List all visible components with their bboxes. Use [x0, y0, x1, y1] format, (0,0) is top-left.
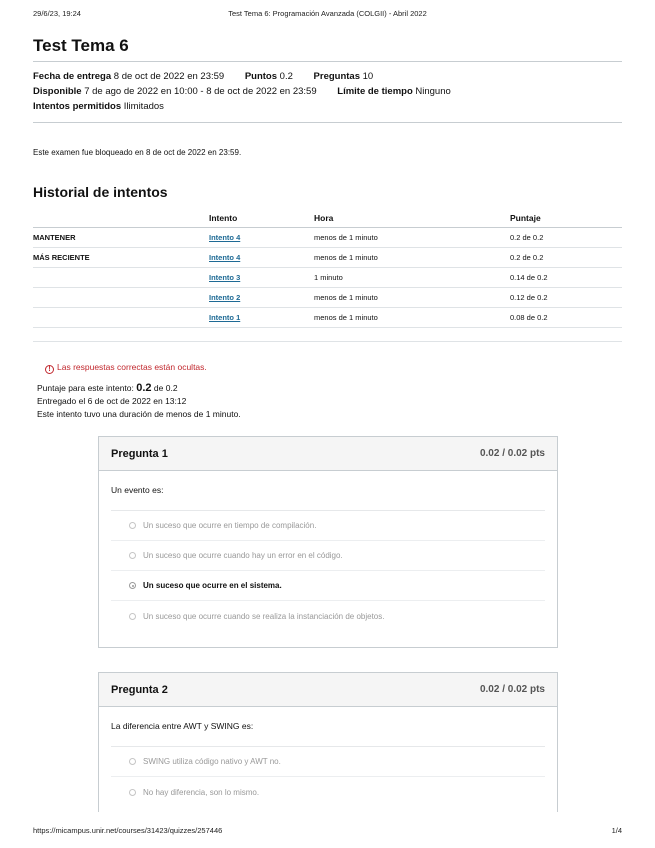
attempt-link[interactable]: Intento 2	[209, 292, 241, 302]
radio-icon[interactable]	[129, 552, 136, 559]
row-label	[33, 307, 209, 327]
attempt-time: menos de 1 minuto	[314, 247, 510, 267]
attempt-score: 0.08 de 0.2	[510, 307, 622, 327]
print-date: 29/6/23, 19:24	[33, 9, 81, 18]
row-label	[33, 287, 209, 307]
question-header	[99, 437, 557, 471]
question-text: Un evento es:	[111, 471, 545, 511]
attempt-time: menos de 1 minuto	[314, 287, 510, 307]
answer-text: Un suceso que ocurre cuando se realiza la instanciación de objetos.	[143, 611, 385, 621]
answer-text: Un suceso que ocurre cuando hay un error en el código.	[143, 551, 343, 560]
print-url: https://micampus.unir.net/courses/31423/quizzes/257446	[33, 826, 223, 835]
table-row	[33, 227, 622, 247]
attempt-link[interactable]: Intento 4	[209, 232, 241, 242]
availability: Disponible 7 de ago de 2022 en 10:00 - 8 de oct de 2022 en 23:59	[33, 86, 317, 97]
question-points: 0.02 / 0.02 pts	[479, 684, 545, 695]
row-label: MANTENER	[33, 227, 209, 247]
attempt-score: 0.2 de 0.2	[510, 247, 622, 267]
attempt-link[interactable]: Intento 3	[209, 272, 241, 282]
table-row	[33, 267, 622, 287]
question-count: Preguntas 10	[313, 71, 374, 82]
column-header: Hora	[314, 209, 510, 227]
answer-option[interactable]	[111, 541, 545, 571]
history-title: Historial de intentos	[33, 184, 168, 200]
row-label	[33, 267, 209, 287]
attempt-info	[37, 382, 241, 421]
hidden-answers-notice: ! Las respuestas correctas están ocultas.	[45, 362, 207, 374]
question-title: Pregunta 1	[111, 448, 168, 460]
attempt-time: menos de 1 minuto	[314, 227, 510, 247]
answer-option[interactable]	[111, 511, 545, 541]
table-row	[33, 287, 622, 307]
attempt-link[interactable]: Intento 4	[209, 252, 241, 262]
row-label: MÁS RECIENTE	[33, 247, 209, 267]
answer-option[interactable]	[111, 777, 545, 807]
lock-note: Este examen fue bloqueado en 8 de oct de 2022 en 23:59.	[33, 148, 242, 157]
answer-option-selected[interactable]	[111, 571, 545, 601]
points: Puntos 0.2	[244, 71, 293, 82]
question-header	[99, 673, 557, 707]
due-date: Fecha de entrega 8 de oct de 2022 en 23:59	[33, 71, 225, 82]
answer-option[interactable]	[111, 601, 545, 631]
print-header	[33, 9, 622, 21]
answer-text: Un suceso que ocurre en el sistema.	[143, 581, 282, 590]
column-header: Intento	[209, 209, 314, 227]
question-text: La diferencia entre AWT y SWING es:	[111, 707, 545, 747]
column-header	[33, 209, 209, 227]
quiz-details	[33, 61, 622, 123]
table-row	[33, 307, 622, 327]
attempt-score-line: Puntaje para este intento: 0.2 de 0.2	[37, 382, 178, 394]
answer-text: Un suceso que ocurre en tiempo de compilación.	[143, 521, 317, 530]
page-number: 1/4	[611, 826, 622, 835]
attempt-history-table	[33, 209, 622, 342]
radio-selected-icon[interactable]	[129, 582, 136, 589]
answer-option[interactable]	[111, 747, 545, 777]
duration-line: Este intento tuvo una duración de menos de 1 minuto.	[37, 409, 241, 419]
question-title: Pregunta 2	[111, 684, 168, 696]
table-spacer-row	[33, 327, 622, 341]
print-doc-title: Test Tema 6: Programación Avanzada (COLGII) - Abril 2022	[228, 9, 427, 18]
radio-icon[interactable]	[129, 758, 136, 765]
attempt-score: 0.14 de 0.2	[510, 267, 622, 287]
warning-icon: !	[45, 365, 54, 374]
question-card	[98, 672, 558, 812]
allowed-attempts: Intentos permitidos Ilimitados	[33, 101, 164, 112]
attempt-score: 0.12 de 0.2	[510, 287, 622, 307]
submitted-line: Entregado el 6 de oct de 2022 en 13:12	[37, 396, 187, 406]
time-limit: Límite de tiempo Ninguno	[337, 86, 451, 97]
radio-icon[interactable]	[129, 613, 136, 620]
attempt-time: menos de 1 minuto	[314, 307, 510, 327]
radio-icon[interactable]	[129, 789, 136, 796]
attempt-score: 0.2 de 0.2	[510, 227, 622, 247]
answer-text: SWING utiliza código nativo y AWT no.	[143, 757, 281, 766]
column-header: Puntaje	[510, 209, 622, 227]
answer-text: No hay diferencia, son lo mismo.	[143, 787, 260, 797]
attempt-link[interactable]: Intento 1	[209, 312, 241, 322]
radio-icon[interactable]	[129, 522, 136, 529]
table-row	[33, 247, 622, 267]
page-title: Test Tema 6	[33, 36, 129, 55]
attempt-time: 1 minuto	[314, 267, 510, 287]
question-points: 0.02 / 0.02 pts	[479, 448, 545, 459]
table-header-row	[33, 209, 622, 227]
question-card	[98, 436, 558, 648]
